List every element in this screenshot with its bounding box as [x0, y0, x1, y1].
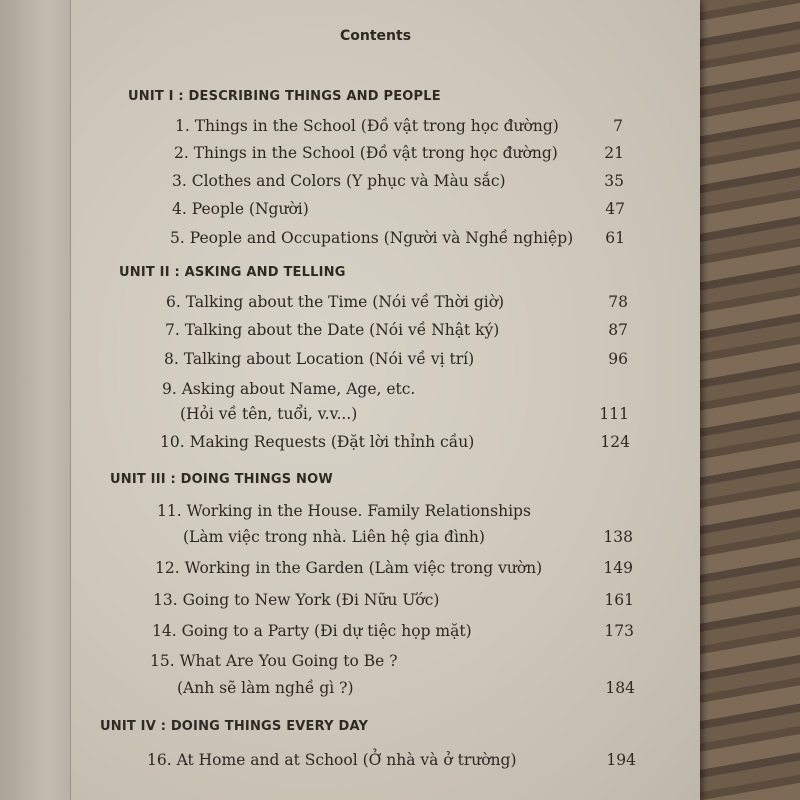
- toc-entry: 4. People (Người) 47: [172, 200, 625, 218]
- toc-entry: 8. Talking about Location (Nói về vị trí) 96: [164, 350, 628, 368]
- toc-entry: 15. What Are You Going to Be ?: [150, 652, 398, 670]
- toc-entry: 3. Clothes and Colors (Y phục và Màu sắc) 35: [172, 172, 624, 190]
- toc-entry: 16. At Home and at School (Ở nhà và ở trường) 194: [147, 751, 636, 769]
- unit-heading: UNIT IV : DOING THINGS EVERY DAY: [100, 719, 369, 734]
- toc-entry: 1. Things in the School (Đồ vật trong học đường) 7: [175, 117, 623, 135]
- toc-entry: 7. Talking about the Date (Nói về Nhật ký) 87: [165, 321, 628, 339]
- underlying-page-edge: [0, 0, 71, 800]
- toc-entry: 13. Going to New York (Đi Nữu Ước) 161: [153, 591, 634, 609]
- page-title: Contents: [340, 28, 412, 44]
- toc-entry: 14. Going to a Party (Đi dự tiệc họp mặt) 173: [152, 622, 634, 640]
- toc-entry: 2. Things in the School (Đồ vật trong học đường) 21: [174, 144, 624, 162]
- unit-heading: UNIT II : ASKING AND TELLING: [119, 265, 346, 280]
- toc-entry: 9. Asking about Name, Age, etc.: [162, 380, 416, 398]
- unit-heading: UNIT III : DOING THINGS NOW: [110, 472, 333, 487]
- toc-entry: 5. People and Occupations (Người và Nghề nghiệp) 61: [170, 229, 625, 247]
- unit-heading: UNIT I : DESCRIBING THINGS AND PEOPLE: [128, 89, 441, 104]
- toc-entry: 12. Working in the Garden (Làm việc trong vườn) 149: [155, 559, 633, 577]
- toc-entry: 6. Talking about the Time (Nói về Thời giờ) 78: [166, 293, 628, 311]
- toc-entry: 10. Making Requests (Đặt lời thỉnh cầu) 124: [160, 433, 630, 451]
- toc-entry: 11. Working in the House. Family Relationships: [157, 502, 531, 520]
- toc-entry-continued: (Hỏi về tên, tuổi, v.v...) 111: [180, 405, 629, 423]
- wooden-table-background: [690, 0, 800, 800]
- toc-entry-continued: (Làm việc trong nhà. Liên hệ gia đình) 138: [183, 528, 633, 546]
- toc-entry-continued: (Anh sẽ làm nghề gì ?) 184: [177, 679, 635, 697]
